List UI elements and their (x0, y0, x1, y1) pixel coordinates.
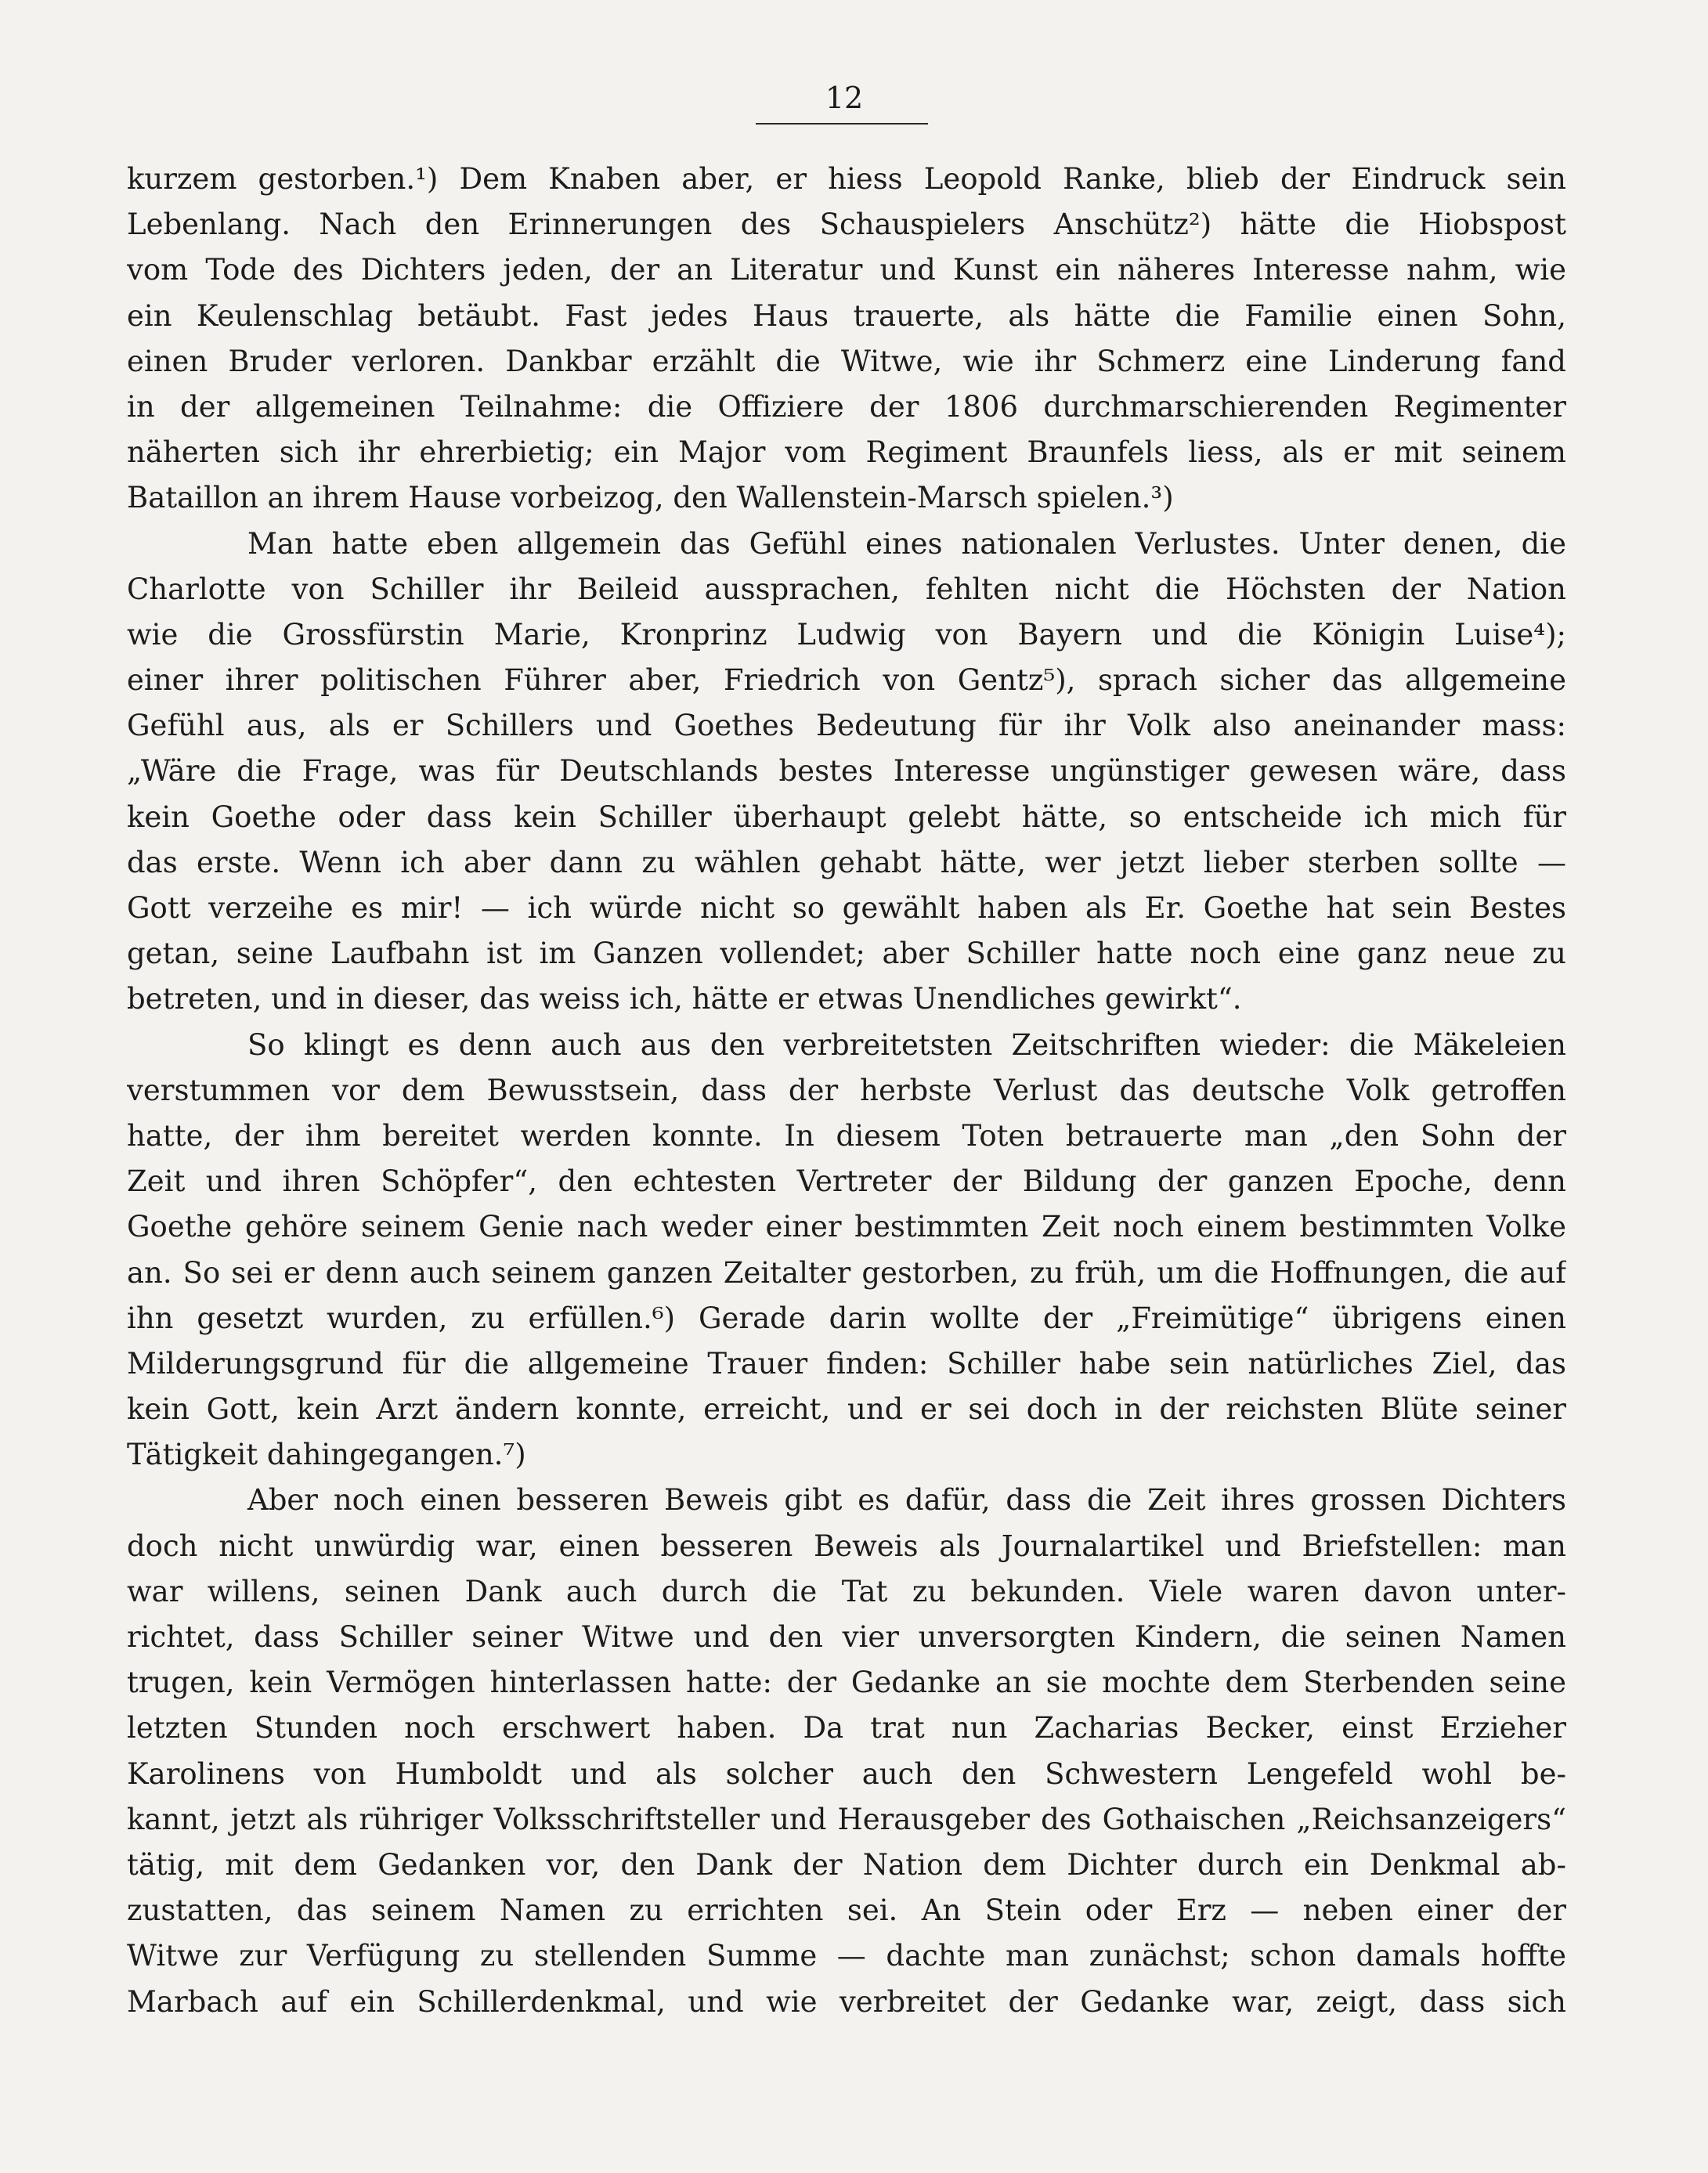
text-line: zustatten, das seinem Namen zu errichten sei. An Stein oder Erz — neben einer der (127, 1893, 1566, 1928)
text-line: Bataillon an ihrem Hause vorbeizog, den Wallenstein-Marsch spielen.³) (127, 481, 1174, 515)
text-line: das erste. Wenn ich aber dann zu wählen gehabt hätte, wer jetzt lieber sterben sollte — (127, 845, 1566, 879)
text-line: tätig, mit dem Gedanken vor, den Dank der Nation dem Dichter durch ein Denkmal ab- (127, 1847, 1566, 1882)
text-line: kein Goethe oder dass kein Schiller überhaupt gelebt hätte, so entscheide ich mich für (127, 800, 1566, 834)
text-line: näherten sich ihr ehrerbietig; ein Major vom Regiment Braunfels liess, als er mit seinem (127, 435, 1566, 470)
text-line: Man hatte eben allgemein das Gefühl eines nationalen Verlustes. Unter denen, die (247, 526, 1566, 561)
text-line: Charlotte von Schiller ihr Beileid aussprachen, fehlten nicht die Höchsten der Nation (127, 572, 1566, 606)
text-line: Gott verzeihe es mir! — ich würde nicht so gewählt haben als Er. Goethe hat sein Bestes (127, 891, 1566, 925)
text-line: kurzem gestorben.¹) Dem Knaben aber, er hiess Leopold Ranke, blieb der Eindruck sein (127, 162, 1566, 196)
text-line: Lebenlang. Nach den Erinnerungen des Schauspielers Anschütz²) hätte die Hiobspost (127, 208, 1566, 242)
text-line: Zeit und ihren Schöpfer“, den echtesten Vertreter der Bildung der ganzen Epoche, denn (127, 1164, 1566, 1199)
text-line: Aber noch einen besseren Beweis gibt es dafür, dass die Zeit ihres grossen Dichters (247, 1483, 1566, 1518)
text-line: einer ihrer politischen Führer aber, Friedrich von Gentz⁵), sprach sicher das allgemeine (127, 663, 1566, 698)
text-line: verstummen vor dem Bewusstsein, dass der herbste Verlust das deutsche Volk getroffen (127, 1073, 1566, 1107)
body-text (127, 157, 1566, 2025)
text-line: hatte, der ihm bereitet werden konnte. In diesem Toten betrauerte man „den Sohn der (127, 1118, 1566, 1153)
text-line: „Wäre die Frage, was für Deutschlands bestes Interesse ungünstiger gewesen wäre, dass (127, 754, 1566, 789)
text-line: Gefühl aus, als er Schillers und Goethes Bedeutung für ihr Volk also aneinander mass: (127, 709, 1566, 743)
text-line: So klingt es denn auch aus den verbreitetsten Zeitschriften wieder: die Mäkeleien (247, 1027, 1566, 1062)
page-number-rule (756, 123, 928, 125)
text-line: Milderungsgrund für die allgemeine Trauer finden: Schiller habe sein natürliches Ziel, das (127, 1346, 1566, 1381)
text-line: einen Bruder verloren. Dankbar erzählt die Witwe, wie ihr Schmerz eine Linderung fand (127, 344, 1566, 378)
text-line: Tätigkeit dahingegangen.⁷) (127, 1438, 526, 1472)
text-line: Goethe gehöre seinem Genie nach weder einer bestimmten Zeit noch einem bestimmten Volke (127, 1210, 1566, 1244)
text-line: trugen, kein Vermögen hinterlassen hatte: der Gedanke an sie mochte dem Sterbenden seine (127, 1666, 1566, 1700)
text-line: ein Keulenschlag betäubt. Fast jedes Haus trauerte, als hätte die Familie einen Sohn, (127, 298, 1566, 333)
text-line: richtet, dass Schiller seiner Witwe und den vier unversorgten Kindern, die seinen Namen (127, 1620, 1566, 1654)
text-line: an. So sei er denn auch seinem ganzen Zeitalter gestorben, zu früh, um die Hoffnungen, die auf (127, 1255, 1566, 1290)
text-line: letzten Stunden noch erschwert haben. Da trat nun Zacharias Becker, einst Erzieher (127, 1711, 1566, 1745)
text-line: wie die Grossfürstin Marie, Kronprinz Ludwig von Bayern und die Königin Luise⁴); (127, 617, 1566, 652)
page-number: 12 (825, 81, 864, 115)
text-line: betreten, und in dieser, das weiss ich, hätte er etwas Unendliches gewirkt“. (127, 982, 1242, 1016)
text-line: Karolinens von Humboldt und als solcher auch den Schwestern Lengefeld wohl be- (127, 1756, 1566, 1791)
text-line: kannt, jetzt als rühriger Volksschriftsteller und Herausgeber des Gothaischen „Reichsanzeigers“ (127, 1802, 1566, 1836)
text-line: ihn gesetzt wurden, zu erfüllen.⁶) Gerade darin wollte der „Freimütige“ übrigens einen (127, 1301, 1566, 1335)
text-line: kein Gott, kein Arzt ändern konnte, erreicht, und er sei doch in der reichsten Blüte seiner (127, 1392, 1566, 1427)
text-line: doch nicht unwürdig war, einen besseren Beweis als Journalartikel und Briefstellen: man (127, 1529, 1566, 1563)
text-line: in der allgemeinen Teilnahme: die Offiziere der 1806 durchmarschierenden Regimenter (127, 389, 1566, 424)
text-line: getan, seine Laufbahn ist im Ganzen vollendet; aber Schiller hatte noch eine ganz neue zu (127, 937, 1566, 971)
text-line: Marbach auf ein Schillerdenkmal, und wie verbreitet der Gedanke war, zeigt, dass sich (127, 1984, 1566, 2019)
text-line: vom Tode des Dichters jeden, der an Literatur und Kunst ein näheres Interesse nahm, wie (127, 253, 1566, 287)
text-line: war willens, seinen Dank auch durch die Tat zu bekunden. Viele waren davon unter- (127, 1574, 1566, 1608)
text-line: Witwe zur Verfügung zu stellenden Summe — dachte man zunächst; schon damals hoffte (127, 1939, 1566, 1973)
